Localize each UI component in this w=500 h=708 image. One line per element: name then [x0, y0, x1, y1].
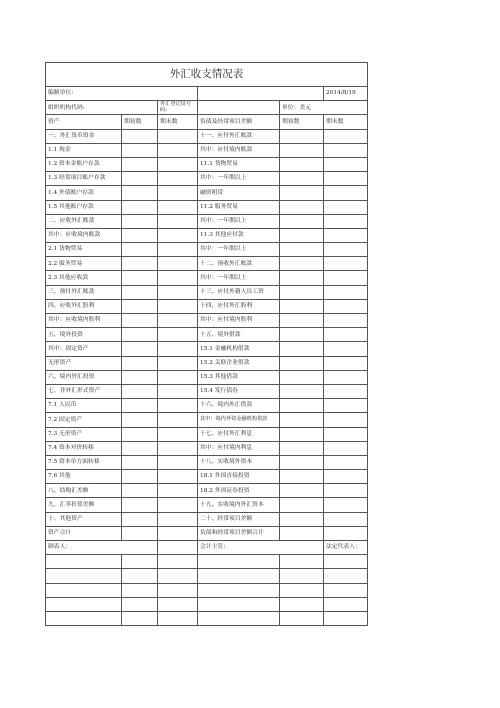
- asset-item-label: 资产合计: [46, 526, 122, 540]
- table-row: [46, 214, 368, 228]
- asset-item-label: 1.5 其他账户存款: [46, 200, 122, 214]
- table-row: [46, 399, 368, 413]
- asset-end-value: [158, 413, 198, 427]
- liability-item-label: 二十、经常项目差额: [198, 512, 280, 526]
- asset-item-label: 1.4 外债账户存款: [46, 186, 122, 200]
- accountant-label: 会计主管：: [198, 541, 324, 555]
- asset-end-value: [158, 228, 198, 242]
- liability-item-label: 其中：一年期以上: [198, 243, 280, 257]
- blank-cell: [158, 569, 198, 583]
- column-header-assets: 资产: [46, 115, 122, 129]
- asset-end-value: [158, 498, 198, 512]
- asset-end-value: [158, 512, 198, 526]
- table-row: [46, 427, 368, 441]
- liability-item-label: 11.3 其他应付款: [198, 228, 280, 242]
- asset-begin-value: [122, 512, 158, 526]
- liability-begin-value: [280, 512, 324, 526]
- liability-end-value: [324, 441, 368, 455]
- asset-end-value: [158, 384, 198, 398]
- table-row: [46, 186, 368, 200]
- asset-item-label: 7.5 资本单方面转移: [46, 455, 122, 469]
- liability-item-label: 负债和经常项目差额合计: [198, 526, 280, 540]
- asset-item-label: 7.2 固定资产: [46, 413, 122, 427]
- asset-item-label: 1.1 现金: [46, 143, 122, 157]
- asset-end-value: [158, 214, 198, 228]
- blank-cell: [158, 597, 198, 611]
- asset-end-value: [158, 285, 198, 299]
- asset-begin-value: [122, 455, 158, 469]
- table-row: [46, 299, 368, 313]
- table-row: [46, 413, 368, 427]
- liability-end-value: [324, 257, 368, 271]
- fx-statement-table: [45, 62, 368, 626]
- liability-item-label: 18.1 外国直接投资: [198, 470, 280, 484]
- asset-end-value: [158, 129, 198, 143]
- liability-item-label: 15.3 其他借款: [198, 370, 280, 384]
- table-row: [46, 285, 368, 299]
- liability-end-value: [324, 370, 368, 384]
- table-row: [46, 498, 368, 512]
- asset-end-value: [158, 342, 198, 356]
- liability-item-label: 其中：一年期以上: [198, 172, 280, 186]
- liability-item-label: 十五、境外借款: [198, 328, 280, 342]
- liability-begin-value: [280, 455, 324, 469]
- asset-begin-value: [122, 342, 158, 356]
- column-header-liabilities: 负债及经常项目差额: [198, 115, 280, 129]
- asset-begin-value: [122, 314, 158, 328]
- report-date: 2014/8/19: [324, 87, 368, 101]
- blank-cell: [198, 597, 280, 611]
- asset-end-value: [158, 143, 198, 157]
- asset-begin-value: [122, 243, 158, 257]
- liability-begin-value: [280, 214, 324, 228]
- liability-end-value: [324, 129, 368, 143]
- asset-item-label: 十、其他资产: [46, 512, 122, 526]
- table-row: [46, 314, 368, 328]
- asset-begin-value: [122, 157, 158, 171]
- asset-item-label: 三、预付外汇账款: [46, 285, 122, 299]
- blank-row: [46, 597, 368, 611]
- liability-end-value: [324, 243, 368, 257]
- asset-begin-value: [122, 370, 158, 384]
- liability-item-label: 十七、应付外汇利息: [198, 427, 280, 441]
- liability-item-label: 十四、应付外汇股利: [198, 299, 280, 313]
- asset-end-value: [158, 271, 198, 285]
- column-header-begin: 期初数: [122, 115, 158, 129]
- liability-item-label: 18.2 外国证券投资: [198, 484, 280, 498]
- asset-end-value: [158, 186, 198, 200]
- liability-end-value: [324, 186, 368, 200]
- liability-end-value: [324, 328, 368, 342]
- asset-end-value: [158, 243, 198, 257]
- liability-begin-value: [280, 186, 324, 200]
- table-row: [46, 455, 368, 469]
- table-row: [46, 370, 368, 384]
- blank-cell: [46, 569, 122, 583]
- asset-end-value: [158, 200, 198, 214]
- table-row: [46, 157, 368, 171]
- asset-begin-value: [122, 427, 158, 441]
- liability-item-label: 十三、应付外籍人员工资: [198, 285, 280, 299]
- asset-end-value: [158, 328, 198, 342]
- table-row: [46, 172, 368, 186]
- liability-end-value: [324, 427, 368, 441]
- asset-item-label: 7.1 人民币: [46, 399, 122, 413]
- blank-cell: [198, 555, 280, 569]
- asset-begin-value: [122, 200, 158, 214]
- liability-end-value: [324, 214, 368, 228]
- liability-end-value: [324, 342, 368, 356]
- blank-cell: [198, 611, 280, 625]
- asset-begin-value: [122, 285, 158, 299]
- liability-end-value: [324, 356, 368, 370]
- asset-item-label: 四、应收外汇股利: [46, 299, 122, 313]
- table-row: [46, 228, 368, 242]
- liability-begin-value: [280, 129, 324, 143]
- blank-cell: [158, 611, 198, 625]
- asset-end-value: [158, 427, 198, 441]
- asset-begin-value: [122, 271, 158, 285]
- asset-item-label: 2.1 货物贸易: [46, 243, 122, 257]
- blank-cell: [46, 583, 122, 597]
- column-header-begin: 期初数: [280, 115, 324, 129]
- table-row: [46, 200, 368, 214]
- prepared-by-unit-label: 编制单位:: [46, 87, 198, 101]
- table-row: [46, 129, 368, 143]
- asset-begin-value: [122, 228, 158, 242]
- asset-begin-value: [122, 328, 158, 342]
- asset-item-label: 2.3 其他应收款: [46, 271, 122, 285]
- blank-row: [46, 569, 368, 583]
- asset-begin-value: [122, 526, 158, 540]
- table-row: [46, 484, 368, 498]
- asset-begin-value: [122, 470, 158, 484]
- liability-end-value: [324, 200, 368, 214]
- liability-end-value: [324, 526, 368, 540]
- blank-row: [46, 583, 368, 597]
- asset-item-label: 九、汇率折算差额: [46, 498, 122, 512]
- asset-item-label: 7.4 资本对价转移: [46, 441, 122, 455]
- asset-item-label: 七、非外汇形式资产: [46, 384, 122, 398]
- asset-end-value: [158, 399, 198, 413]
- liability-begin-value: [280, 157, 324, 171]
- fx-reg-no-label: 外汇登记证号码:: [158, 101, 198, 115]
- liability-item-label: 十八、实收境外资本: [198, 455, 280, 469]
- asset-item-label: 一、外汇货币资金: [46, 129, 122, 143]
- liability-begin-value: [280, 143, 324, 157]
- liability-begin-value: [280, 228, 324, 242]
- liability-begin-value: [280, 370, 324, 384]
- asset-end-value: [158, 356, 198, 370]
- liability-end-value: [324, 271, 368, 285]
- asset-begin-value: [122, 399, 158, 413]
- blank-cell: [324, 583, 368, 597]
- asset-begin-value: [122, 172, 158, 186]
- column-header-end: 期末数: [324, 115, 368, 129]
- liability-item-label: 其中：应付境内股利: [198, 314, 280, 328]
- asset-begin-value: [122, 143, 158, 157]
- liability-begin-value: [280, 328, 324, 342]
- blank-cell: [324, 555, 368, 569]
- table-row: [46, 143, 368, 157]
- liability-end-value: [324, 172, 368, 186]
- blank-cell: [280, 583, 324, 597]
- liability-begin-value: [280, 399, 324, 413]
- table-row: [46, 526, 368, 540]
- asset-end-value: [158, 470, 198, 484]
- asset-item-label: 八、结购汇差额: [46, 484, 122, 498]
- table-row: [46, 342, 368, 356]
- table-row: [46, 356, 368, 370]
- liability-begin-value: [280, 285, 324, 299]
- liability-begin-value: [280, 526, 324, 540]
- blank-cell: [198, 583, 280, 597]
- asset-end-value: [158, 455, 198, 469]
- liability-end-value: [324, 413, 368, 427]
- asset-end-value: [158, 157, 198, 171]
- asset-item-label: 7.3 无形资产: [46, 427, 122, 441]
- liability-item-label: 融资租赁: [198, 186, 280, 200]
- blank-cell: [198, 101, 280, 115]
- asset-item-label: 二、应收外汇账款: [46, 214, 122, 228]
- table-row: [46, 512, 368, 526]
- liability-item-label: 十六、境内外汇借款: [198, 399, 280, 413]
- blank-cell: [122, 597, 158, 611]
- column-header-end: 期末数: [158, 115, 198, 129]
- blank-cell: [280, 611, 324, 625]
- legal-rep-label: 法定代表人：: [324, 541, 368, 555]
- liability-end-value: [324, 455, 368, 469]
- liability-item-label: 十九、实收境内外汇资本: [198, 498, 280, 512]
- liability-item-label: 其中：境内外资金融机构借款: [198, 413, 280, 427]
- asset-begin-value: [122, 356, 158, 370]
- asset-begin-value: [122, 299, 158, 313]
- blank-cell: [324, 611, 368, 625]
- liability-begin-value: [280, 342, 324, 356]
- liability-begin-value: [280, 200, 324, 214]
- asset-end-value: [158, 172, 198, 186]
- blank-row: [46, 555, 368, 569]
- blank-cell: [46, 555, 122, 569]
- asset-begin-value: [122, 129, 158, 143]
- blank-cell: [122, 583, 158, 597]
- liability-begin-value: [280, 299, 324, 313]
- blank-row: [46, 611, 368, 625]
- blank-cell: [122, 555, 158, 569]
- asset-begin-value: [122, 384, 158, 398]
- asset-begin-value: [122, 484, 158, 498]
- asset-item-label: 其中：固定资产: [46, 342, 122, 356]
- fx-statement-sheet: [45, 62, 367, 626]
- asset-begin-value: [122, 257, 158, 271]
- asset-item-label: 其中：应收境内股利: [46, 314, 122, 328]
- liability-end-value: [324, 384, 368, 398]
- liability-item-label: 11.2 服务贸易: [198, 200, 280, 214]
- asset-item-label: 其中：应收境内账款: [46, 228, 122, 242]
- liability-item-label: 十一、应付外汇账款: [198, 129, 280, 143]
- asset-item-label: 1.2 资本金账户存款: [46, 157, 122, 171]
- liability-item-label: 其中：一年期以上: [198, 214, 280, 228]
- org-code-label: 组织机构代码:: [46, 101, 158, 115]
- asset-end-value: [158, 441, 198, 455]
- liability-end-value: [324, 157, 368, 171]
- liability-begin-value: [280, 470, 324, 484]
- asset-item-label: 五、境外投资: [46, 328, 122, 342]
- liability-begin-value: [280, 384, 324, 398]
- asset-end-value: [158, 257, 198, 271]
- liability-end-value: [324, 498, 368, 512]
- blank-cell: [324, 569, 368, 583]
- asset-begin-value: [122, 214, 158, 228]
- liability-end-value: [324, 314, 368, 328]
- liability-item-label: 11.1 货物贸易: [198, 157, 280, 171]
- liability-begin-value: [280, 356, 324, 370]
- table-row: [46, 243, 368, 257]
- asset-end-value: [158, 484, 198, 498]
- asset-end-value: [158, 299, 198, 313]
- blank-cell: [280, 569, 324, 583]
- table-row: [46, 384, 368, 398]
- liability-begin-value: [280, 243, 324, 257]
- blank-cell: [158, 583, 198, 597]
- blank-cell: [46, 611, 122, 625]
- asset-end-value: [158, 370, 198, 384]
- liability-begin-value: [280, 172, 324, 186]
- liability-begin-value: [280, 314, 324, 328]
- liability-item-label: 15.2 关联企业借款: [198, 356, 280, 370]
- asset-begin-value: [122, 186, 158, 200]
- page-title: 外汇收支情况表: [46, 63, 368, 87]
- asset-item-label: 六、境内外汇投资: [46, 370, 122, 384]
- liability-begin-value: [280, 484, 324, 498]
- blank-cell: [46, 597, 122, 611]
- liability-begin-value: [280, 427, 324, 441]
- table-row: [46, 470, 368, 484]
- blank-cell: [280, 555, 324, 569]
- asset-begin-value: [122, 498, 158, 512]
- liability-item-label: 其中：应付境内利息: [198, 441, 280, 455]
- asset-item-label: 2.2 服务贸易: [46, 257, 122, 271]
- asset-end-value: [158, 526, 198, 540]
- liability-end-value: [324, 228, 368, 242]
- liability-end-value: [324, 512, 368, 526]
- asset-end-value: [158, 314, 198, 328]
- preparer-label: 制表人：: [46, 541, 158, 555]
- liability-begin-value: [280, 271, 324, 285]
- unit-label: 单位：美元: [280, 101, 368, 115]
- liability-end-value: [324, 285, 368, 299]
- liability-item-label: 其中：一年期以上: [198, 271, 280, 285]
- liability-begin-value: [280, 257, 324, 271]
- blank-cell: [158, 541, 198, 555]
- blank-cell: [122, 569, 158, 583]
- table-row: [46, 257, 368, 271]
- table-row: [46, 328, 368, 342]
- liability-begin-value: [280, 498, 324, 512]
- liability-item-label: 其中：应付境内账款: [198, 143, 280, 157]
- blank-cell: [198, 569, 280, 583]
- liability-begin-value: [280, 413, 324, 427]
- asset-item-label: 7.6 其他: [46, 470, 122, 484]
- asset-item-label: 1.3 经常项目账户存款: [46, 172, 122, 186]
- asset-item-label: 无形资产: [46, 356, 122, 370]
- liability-item-label: 十二、预收外汇账款: [198, 257, 280, 271]
- liability-item-label: 15.1 金融机构借款: [198, 342, 280, 356]
- blank-cell: [280, 597, 324, 611]
- liability-end-value: [324, 143, 368, 157]
- blank-cell: [198, 87, 324, 101]
- asset-begin-value: [122, 413, 158, 427]
- liability-end-value: [324, 470, 368, 484]
- liability-end-value: [324, 399, 368, 413]
- liability-item-label: 15.4 发行债券: [198, 384, 280, 398]
- signature-row: [46, 541, 368, 555]
- blank-cell: [158, 555, 198, 569]
- liability-begin-value: [280, 441, 324, 455]
- table-row: [46, 271, 368, 285]
- liability-end-value: [324, 484, 368, 498]
- liability-end-value: [324, 299, 368, 313]
- blank-cell: [324, 597, 368, 611]
- blank-cell: [122, 611, 158, 625]
- asset-begin-value: [122, 441, 158, 455]
- table-row: [46, 441, 368, 455]
